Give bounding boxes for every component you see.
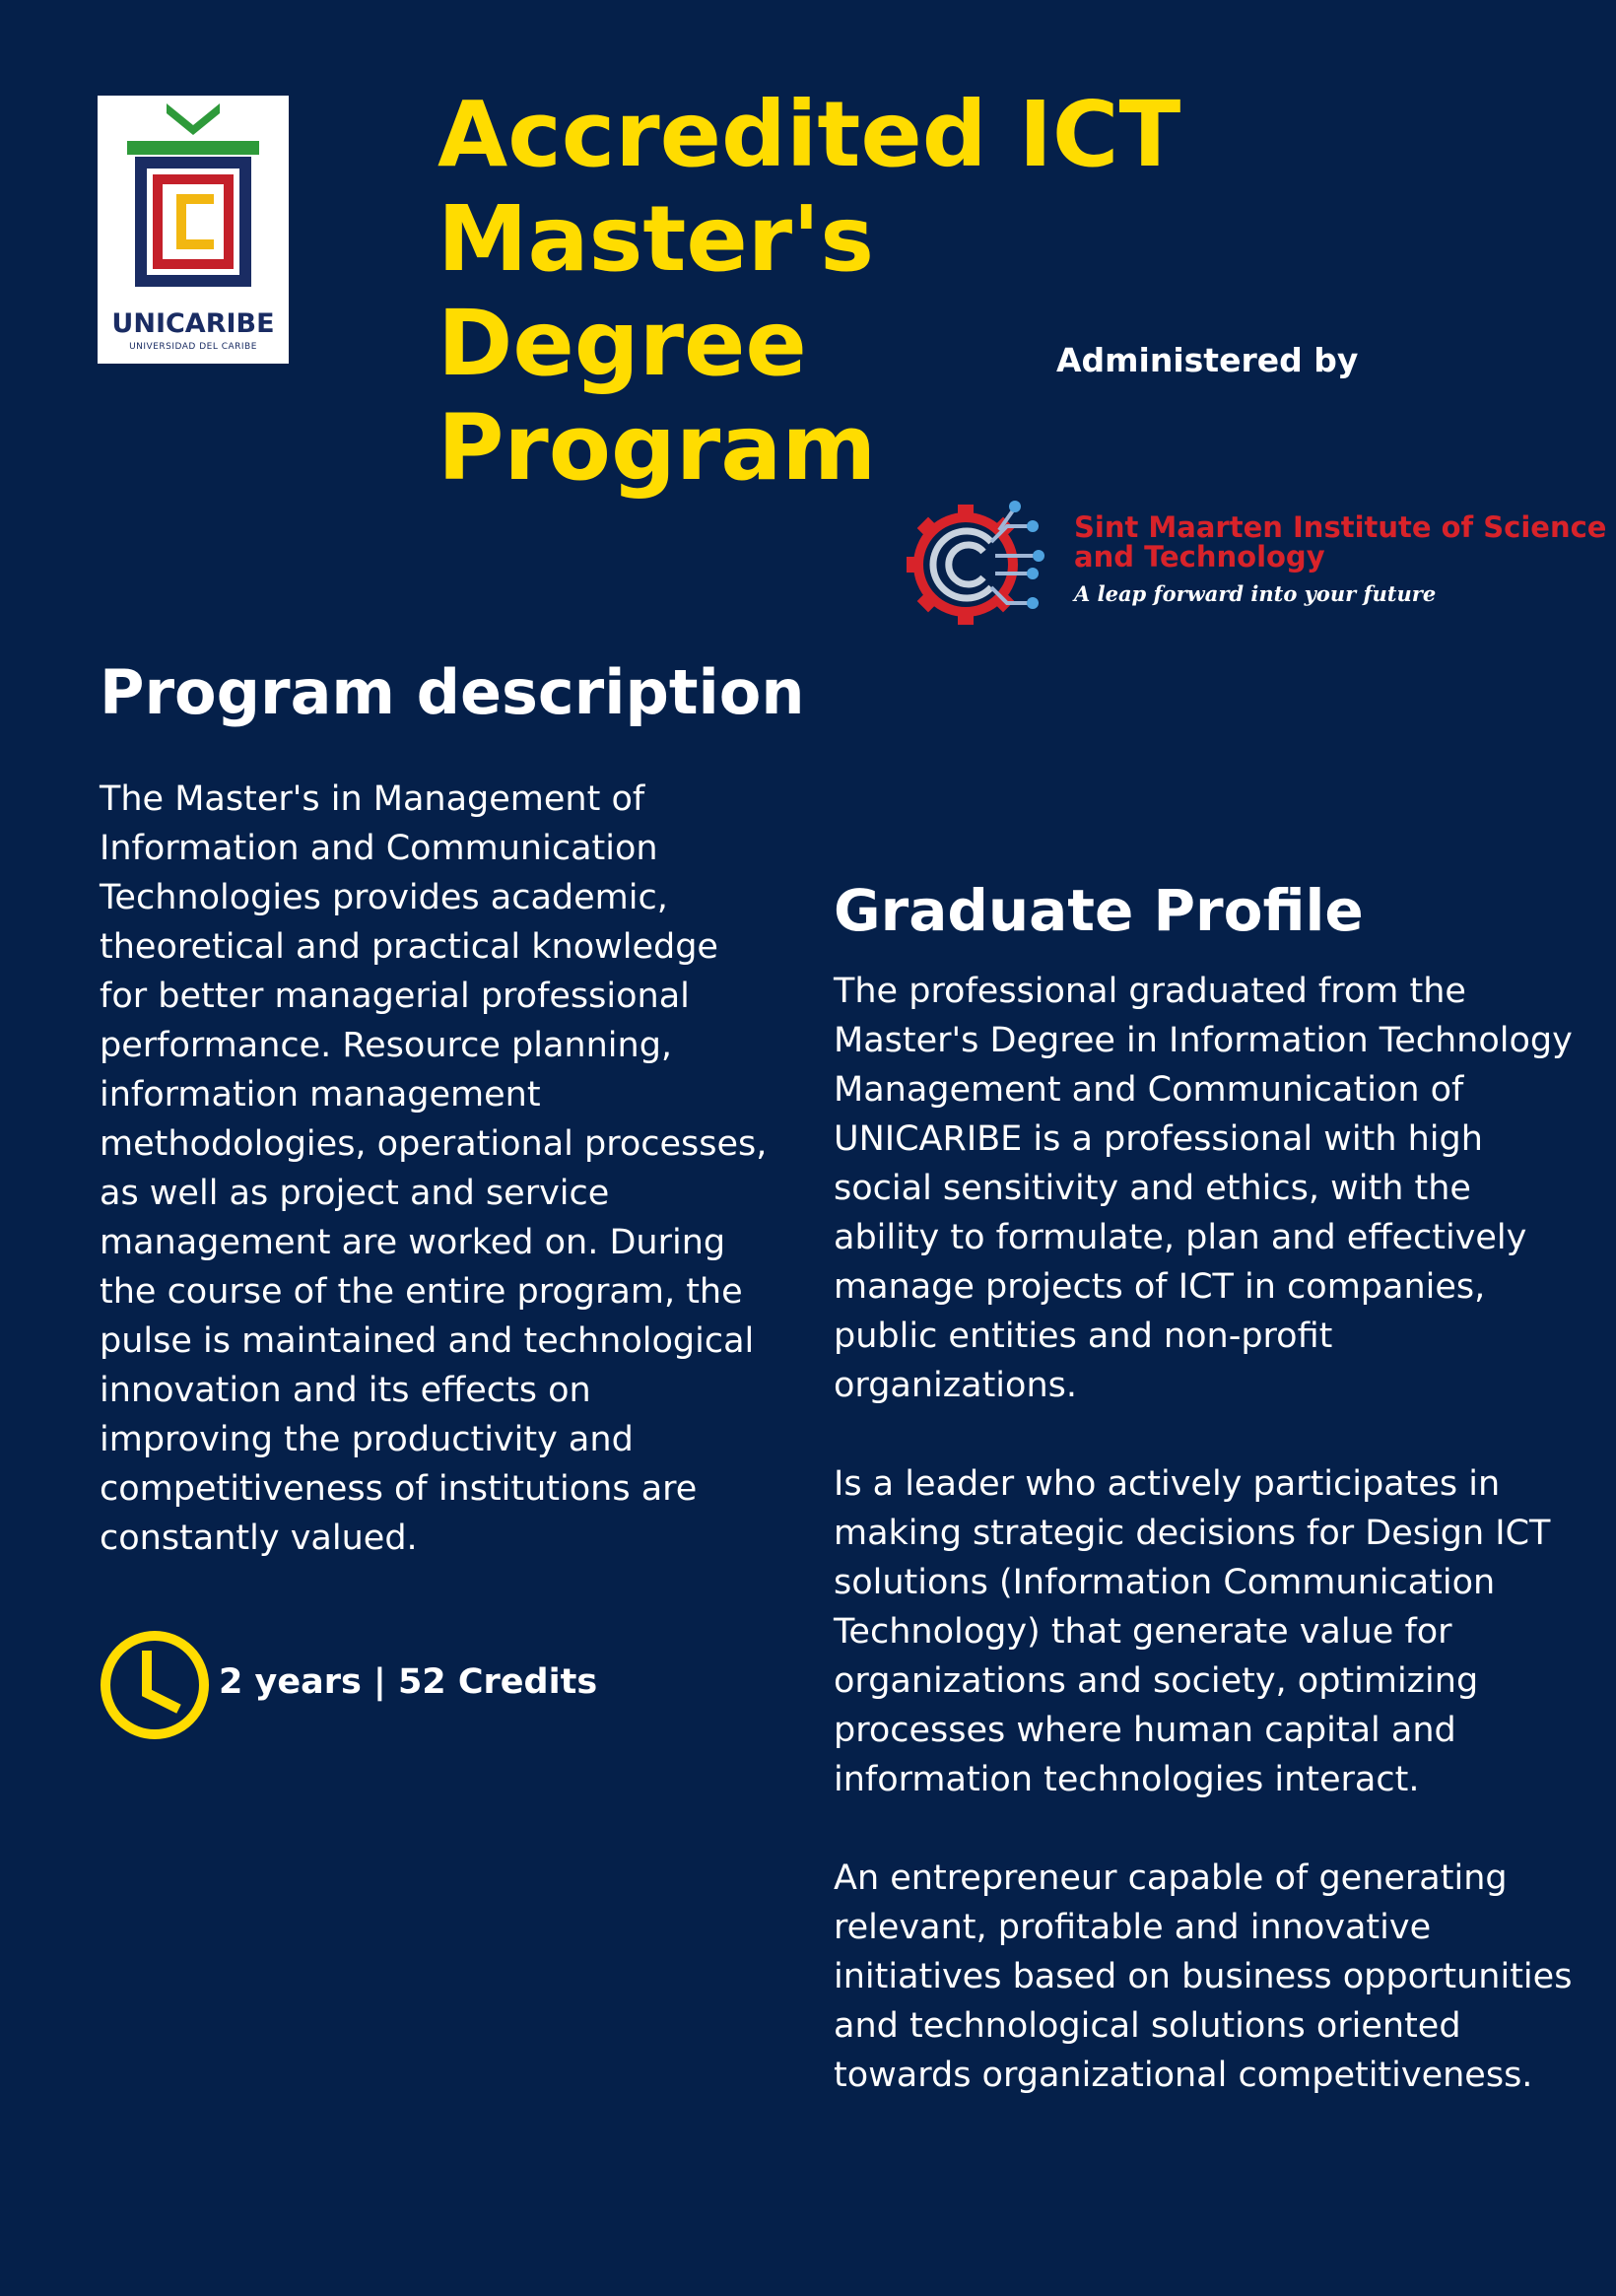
text-line: social sensitivity and ethics, with the xyxy=(834,1169,1471,1208)
page-title xyxy=(438,82,1181,501)
program-heading: Program description xyxy=(100,656,805,728)
text-line: methodologies, operational processes, xyxy=(100,1124,768,1164)
duration-credits: 2 years | 52 Credits xyxy=(219,1662,598,1702)
partner-name-line: Sint Maarten Institute of Science xyxy=(1074,510,1607,544)
text-line: and technological solutions oriented xyxy=(834,2006,1461,2046)
text-line: information management xyxy=(100,1075,541,1114)
text-line: as well as project and service xyxy=(100,1174,610,1213)
graduate-profile-text xyxy=(834,967,1582,2149)
text-line: Is a leader who actively participates in xyxy=(834,1464,1501,1504)
clock-icon xyxy=(98,1628,212,1742)
text-line: management are worked on. During xyxy=(100,1223,726,1262)
partner-tagline: A leap forward into your future xyxy=(1074,581,1437,606)
text-line: initiatives based on business opportunities xyxy=(834,1957,1573,1996)
text-line: competitiveness of institutions are xyxy=(100,1469,698,1509)
text-line: performance. Resource planning, xyxy=(100,1026,673,1065)
text-line: Master's Degree in Information Technology xyxy=(834,1021,1573,1060)
text-line: towards organizational competitiveness. xyxy=(834,2056,1533,2095)
text-line: organizations and society, optimizing xyxy=(834,1661,1479,1701)
text-line: the course of the entire program, the xyxy=(100,1272,743,1312)
paragraph xyxy=(834,1459,1582,1804)
paragraph xyxy=(834,967,1582,1410)
text-line: solutions (Information Communication xyxy=(834,1563,1496,1602)
unicaribe-emblem-icon xyxy=(98,96,289,307)
text-line: Technology) that generate value for xyxy=(834,1612,1452,1652)
text-line: processes where human capital and xyxy=(834,1711,1456,1750)
text-line: public entities and non-profit xyxy=(834,1317,1333,1356)
text-line: The Master's in Management of xyxy=(100,779,645,819)
administered-by-label: Administered by xyxy=(1056,341,1359,379)
partner-name xyxy=(1074,512,1606,572)
logo-name: UNICARIBE xyxy=(111,308,275,339)
text-line: pulse is maintained and technological xyxy=(100,1321,755,1361)
text-line: Management and Communication of xyxy=(834,1070,1464,1110)
text-line: constantly valued. xyxy=(100,1519,418,1558)
text-line: organizations. xyxy=(834,1366,1077,1405)
text-line: ability to formulate, plan and effectively xyxy=(834,1218,1527,1257)
title-line: Degree xyxy=(438,291,807,396)
text-line: making strategic decisions for Design ICT xyxy=(834,1514,1551,1553)
title-line: Master's xyxy=(438,186,875,292)
unicaribe-logo xyxy=(98,96,289,364)
text-line: Information and Communication xyxy=(100,829,658,868)
graduate-profile-heading: Graduate Profile xyxy=(834,877,1364,944)
text-line: innovation and its effects on xyxy=(100,1371,591,1410)
text-line: manage projects of ICT in companies, xyxy=(834,1267,1486,1307)
text-line: theoretical and practical knowledge xyxy=(100,927,718,967)
gear-circuit-icon xyxy=(897,491,1054,639)
text-line: information technologies interact. xyxy=(834,1760,1420,1799)
paragraph xyxy=(834,1854,1582,2100)
text-line: for better managerial professional xyxy=(100,977,690,1016)
title-line: Accredited ICT xyxy=(438,82,1181,187)
text-line: Technologies provides academic, xyxy=(100,878,668,917)
text-line: UNICARIBE is a professional with high xyxy=(834,1119,1483,1159)
text-line: improving the productivity and xyxy=(100,1420,634,1459)
text-line: The professional graduated from the xyxy=(834,972,1466,1011)
text-line: relevant, profitable and innovative xyxy=(834,1908,1432,1947)
title-line: Program xyxy=(438,395,877,501)
partner-name-line: and Technology xyxy=(1074,540,1325,574)
program-description xyxy=(100,775,789,1563)
logo-subtitle: UNIVERSIDAD DEL CARIBE xyxy=(129,342,257,352)
text-line: An entrepreneur capable of generating xyxy=(834,1858,1508,1898)
